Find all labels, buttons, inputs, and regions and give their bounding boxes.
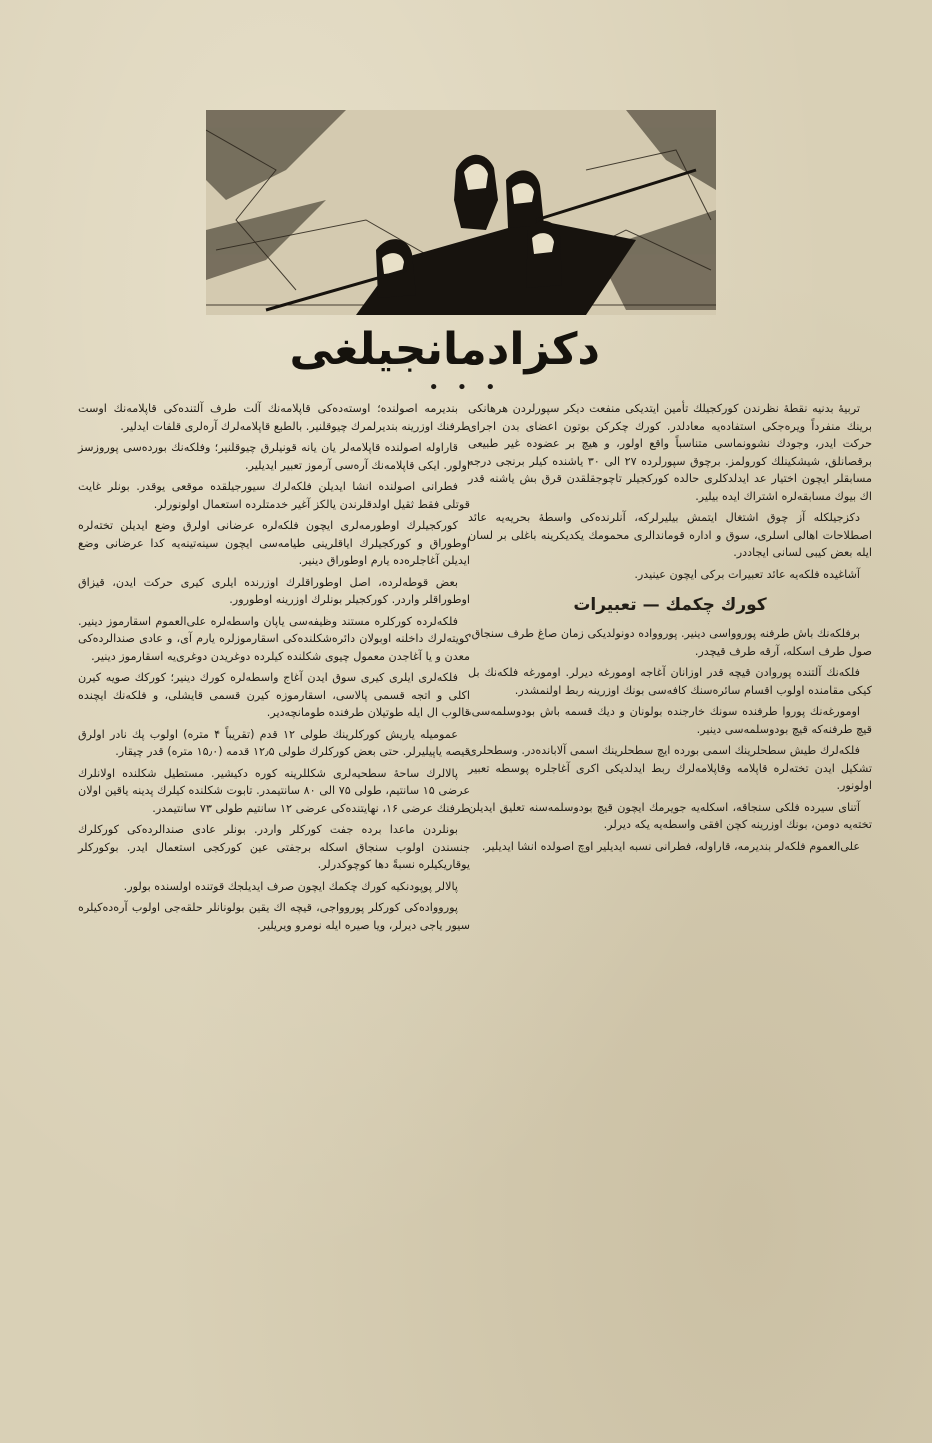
- paragraph: علی‌العموم فلکه‌لر بندیرمه، قاراوله، فطرانی نسبه ایدیلیر اوچ اصولده انشا ایدیلیر.: [481, 839, 860, 853]
- paragraph: پوروواده‌کی کورکلر پوروواجی، قیچه اك یقین بولونانلر حلقه‌جی اولوب آره‌ده‌کیلره سیور یاجی دیرلر، ویا صیره ایله نومرو ویریلیر.: [78, 901, 470, 932]
- paragraph: فطرانی اصولنده انشا ایدیلن فلکه‌لرك سیورجیلقده موقعی یوقدر. بونلر غایت قوتلی فقط ثقیل اولدقلرندن یالکز آغیر خدمتلرده استعمال اولونورلر.: [78, 480, 470, 511]
- paragraph: دکزجیلکله آز چوق اشتغال ایتمش بیلیرلرکه، آنلرنده‌کی واسطهٔ بحریه‌یه عائد اصطلاحات اهالی اسلری، سوق و اداره قوماندالری محمومك یکدیکرینه باغلی بر لسان ایله بعض کیبی لسانی ایجاددر.: [468, 511, 872, 559]
- left-column: [78, 400, 470, 938]
- paragraph: بندیرمه اصولنده؛ اوسته‌ده‌کی قاپلامه‌نك آلت طرف آلتنده‌کی قاپلامه‌نك اوست طرفنك اوزرینه بندیرلمرك چیوقلنیر. بالطبع قاپلامه‌لرك آره‌لری قلفات ایدلیر.: [78, 402, 470, 433]
- paragraph: عمومیله یاریش کورکلرینك طولی ۱۲ قدم (تقریباً ۴ متره) اولوب پك نادر اولرق قیصه یاپیلیرلر. حتی بعض کورکلرك طولی ۱۲٫۵ قدمه (۱۵٫۰ متره) قدر چیقار.: [78, 727, 470, 758]
- paragraph: بونلردن ماعدا برده جفت کورکلر واردر. بونلر عادی صندالرده‌کی کورکلرك جنسندن اولوب سنجاق اسکله برجفتی عین کورکجی استعمال ایدر. بوکورکلر یوقاریکیلره نسبةً دها کوچوکدرلر.: [78, 823, 470, 871]
- paragraph: کورکجیلرك اوطورمه‌لری ایچون فلکه‌لره عرضانی اولرق وضع ایدیلن تخته‌لره اوطوراق و کورکجیلرك ایاقلرینی طیامه‌سی ایچون سینه‌تینه‌یه کدا عرضانی وضع ایدیلن آغاجلره‌ده یارم اوطوراق دینیر.: [78, 519, 470, 567]
- paragraph: تربیهٔ بدنیه نقطهٔ نظرندن کورکجیلك تأمین ایتدیکی منفعت دیکر سپورلردن هرهانکی برینك منفرداً ویره‌جکی استفاده‌یه معادلدر. کورك چکرکن بوتون اعضای بدن اجرای حرکت ایدر، وجودك نشوونماسی متناسباً واقع اولور، و هیچ بر عضوده غیر طبیعی برقصانلق، شیشکینلك کورولمز. برچوق سپورلرده ۲۷ الی ۳۰ یاشنده کیلر برنجی درجه مسابقلر ایچون اختیار عد ایدلدکلری حالده کورکجیلر تاچوجقلقدن قرق بش یاشنه قدر اك بیوك مسابقه‌لره اشتراك ایده بیلیر.: [468, 402, 872, 503]
- article-title: دکزادمانجیلغی: [289, 324, 600, 375]
- paragraph: فلکه‌لرك طیش سطحلرینك اسمی بورده ایچ سطحلرینك اسمی آلابانده‌در. وسطحلری تشکیل ایدن تخته‌لره قاپلامه وقاپلامه‌لرك ربط ایدلدیکی اکری آغاجلره پوسطه تعبیر اولونور.: [468, 744, 872, 792]
- paragraph: آتنای سیرده فلکی سنجاقه، اسکله‌یه جویرمك ایچون قیچ بودوسلمه‌سنه تعلیق ایدیلن تخته‌یه دومن، بونك اوزرینه کچن افقی واسطه‌یه یکه دیرلر.: [468, 800, 872, 831]
- right-column: [468, 400, 872, 859]
- paragraph: فلکه‌نك آلتنده پوروادن قیچه قدر اوزانان آغاجه اومورغه دیرلر. اومورغه فلکه‌نك بل کیکی مقامنده اولوب اقسام سائره‌سنك کافه‌سی بونك اوزرینه ربط اولنمشدر.: [468, 666, 872, 697]
- paragraph: فلکه‌لرده کورکلره مستند وظیفه‌سی یاپان واسطه‌لره علی‌العموم اسقارموز دینیر. کویته‌لرك داخلنه اوبولان دائره‌شکلنده‌کی اسقارموزلره یارم آی، و عادی صندالرده‌کی معدن و یا آغاجدن معمول چیوی شکلنده کیلرده دوغریدن دوغری‌یه اسقارموز دینیر.: [78, 614, 470, 663]
- paragraph: آشاغیده فلکه‌یه عائد تعبیرات برکی ایچون عینیدر.: [634, 567, 860, 581]
- paragraph: فلکه‌لری ایلری کیری سوق ایدن آغاج واسطه‌لره کورك دینیر؛ کورکك صویه کیرن اکلی و اتجه قسمی پالاسی، اسقارموزه کیرن قسمی قایشلی، و فلکه‌نك ایچنده قالوب ال ایله طوتیلان طرفنده طومانچه‌دیر.: [78, 671, 470, 719]
- section-subheading: کورك چکمك — تعبیرات: [573, 595, 767, 615]
- paragraph: برفلکه‌نك باش طرفنه پوروواسی دینیر. پوروواده دونولدیکی زمان صاغ طرف سنجاق، صول طرف اسکله، آرقه طرف قیچدر.: [468, 627, 872, 658]
- title-ornament: • • •: [428, 377, 502, 398]
- paragraph: بعض قوطه‌لرده، اصل اوطوراقلرك اوزرنده ایلری کیری حرکت ایدن، قیزاق اوطوراقلر واردر. کورکجیلر بونلرك اوزرینه اوطورور.: [78, 575, 470, 606]
- paragraph: قاراوله اصولنده قاپلامه‌لر یان یانه قونیلرق چیوقلنیر؛ وفلکه‌نك بورده‌سی پوروزسز اولور. ایکی قاپلامه‌نك آره‌سی آرموز تعبیر ایدیلیر.: [78, 441, 470, 472]
- paragraph: پالالر پوپودنکیه کورك چکمك ایچون صرف ایدیلجك قوتنده اولسنده بولور.: [123, 879, 458, 893]
- paragraph: پالالرك ساحهٔ سطحیه‌لری شکللرینه کوره دکیشیر. مستطیل شکلنده اولانلرك عرضی ۱۵ سانتیم، طولی ۷۵ الی ۸۰ سانتیمدر. تابوت شکلنده کیلرك پدینه یاقین اولان طرفنك عرضی ۱۶، نهایتنده‌کی عرضی ۱۲ سانتیم طولی ۷۳ سانتیمدر.: [78, 766, 470, 815]
- rowers-illustration: [206, 110, 716, 315]
- paragraph: اومورغه‌نك پوروا طرفنده سونك خارجنده بولونان و دیك قسمه باش بودوسلمه‌سی، قیچ طرفنه‌که قیچ بودوسلمه‌سی دینیر.: [468, 705, 872, 736]
